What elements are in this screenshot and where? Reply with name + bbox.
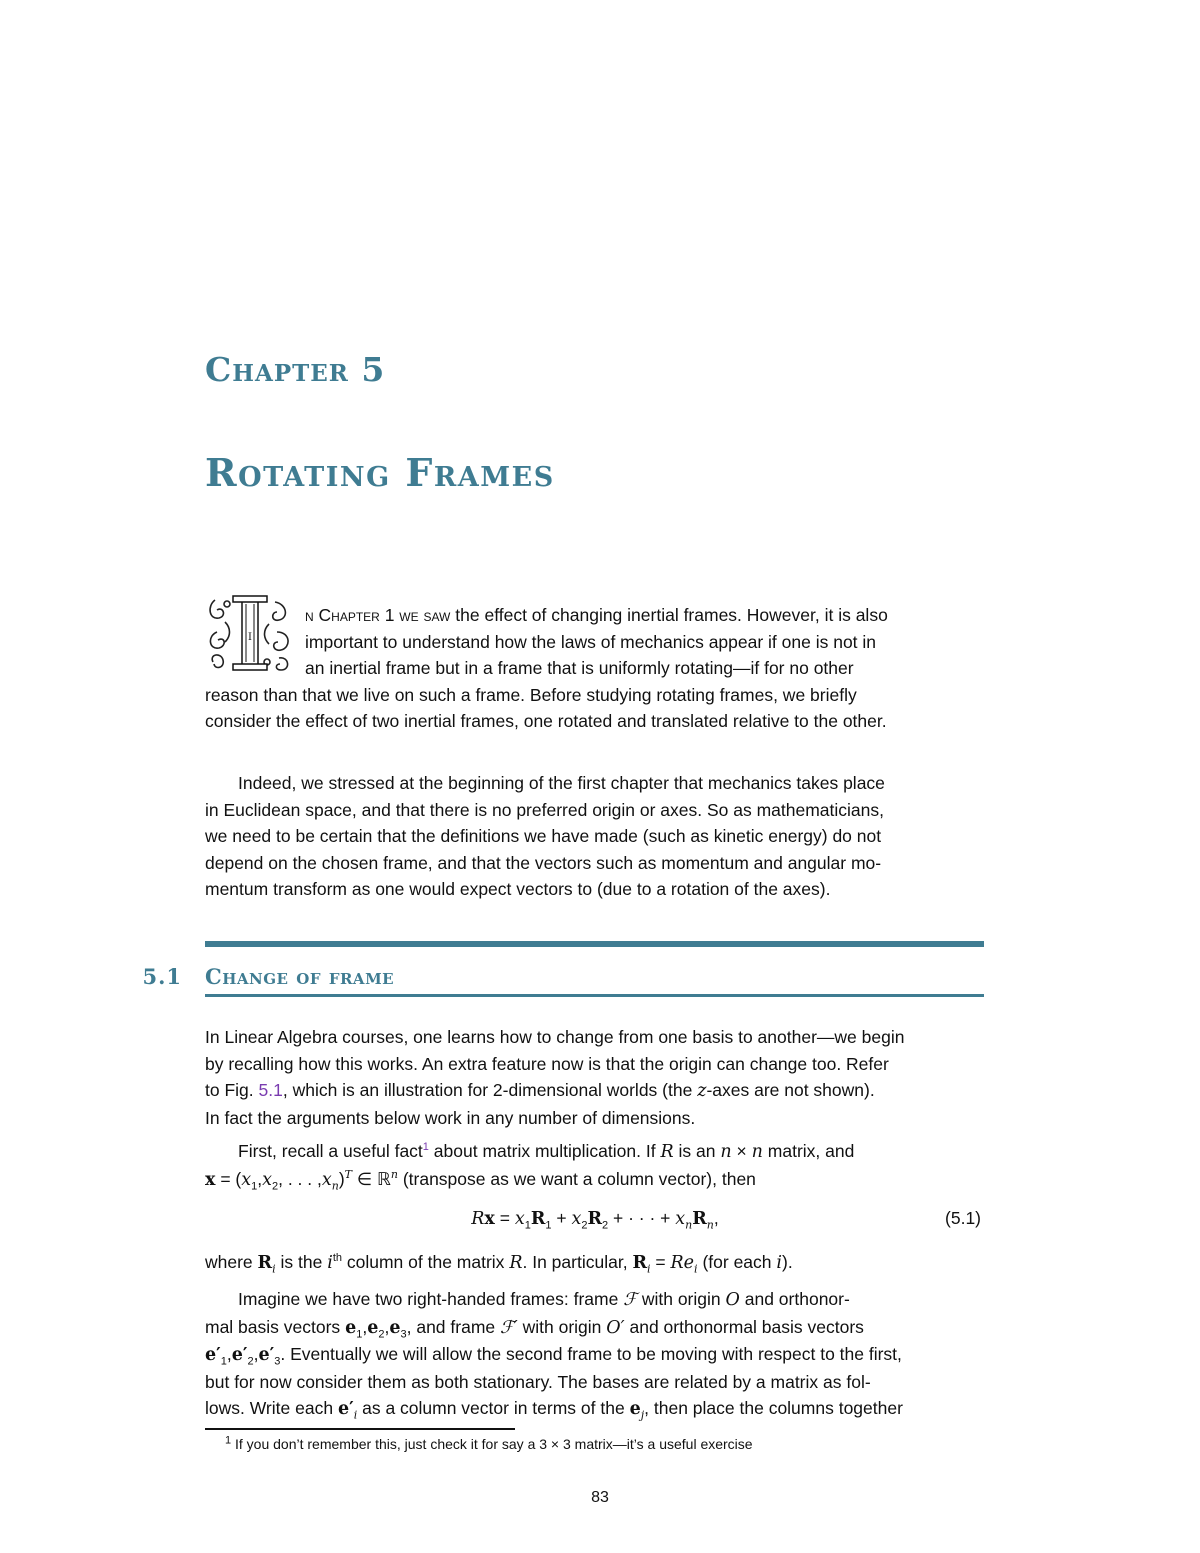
footnote [225,1436,753,1452]
page-number: 83 [591,1489,609,1506]
para5-line-1: where $R_i$ is the $i^{th}$ column of the matrix R. In particular, $R_i = Re_i$ (for each i). [205,1252,793,1276]
footnote-number: 1 [225,1434,232,1447]
para6-line-5: lows. Write each $e'_i$ as a column vector in terms of the $e_j$, then place the columns together [205,1398,903,1422]
paragraph-linear-algebra [205,1024,983,1131]
footnote-marker[interactable]: 1 [422,1141,429,1154]
para2-line-4: depend on the chosen frame, and that the vectors such as momentum and angular mo- [205,852,882,873]
section-number: 5.1 [142,964,182,989]
intro-line-1: the effect of changing inertial frames. However, it is also [455,605,888,625]
equation-number: (5.1) [945,1208,981,1228]
intro-line-3: an inertial frame but in a frame that is uniformly rotating—if for no other [305,658,854,679]
equation-body: $Rx = x_1R_1 + x_2R_2$ + · · · + $x_nR_n$, [471,1208,719,1232]
para3-line-1: In Linear Algebra courses, one learns how to change from one basis to another—we begin [205,1027,905,1047]
figure-reference-link[interactable]: 5.1 [258,1080,283,1101]
para6-line-1: Imagine we have two right-handed frames: frame ℱ with origin O and orthonor- [238,1289,850,1310]
intro-lead-in: n Chapter 1 we saw [305,605,451,625]
para4-line-2: $x = (x_1,x_2$, . . . $,x_n)^T$ ∈ ℝ$^n$ (transpose as we want a column vector), then [205,1167,756,1193]
para2-line-1: Indeed, we stressed at the beginning of the first chapter that mechanics takes place [238,773,885,793]
para2-line-5: mentum transform as one would expect vectors to (due to a rotation of the axes). [205,879,831,900]
footnote-rule [205,1428,515,1430]
paragraph-column-def [205,1249,983,1277]
para3-line-4: In fact the arguments below work in any number of dimensions. [205,1107,696,1128]
para6-line-3: $e'_1,e'_2,e'_3$. Eventually we will allow the second frame to be moving with respect to the first, [205,1344,902,1368]
para2-line-3: we need to be certain that the definitions we have made (such as kinetic energy) do not [205,826,882,847]
paragraph-two-frames [205,1286,983,1423]
para4-line-1: First, recall a useful fact$^1$ about matrix multiplication. If R is an n × n matrix, and [238,1141,855,1162]
section-rule-bottom [205,994,984,997]
chapter-title: Rotating Frames [205,450,555,495]
section-rule-top [205,941,984,947]
para6-line-2: mal basis vectors $e_1,e_2,e_3$, and frame ℱ′ with origin O′ and orthonormal basis vectors [205,1316,864,1341]
paragraph-euclidean [205,770,983,903]
paragraph-matrix-fact [205,1138,983,1193]
chapter-label: Chapter 5 [205,350,386,389]
intro-line-4: reason than that we live on such a frame. Before studying rotating frames, we briefly [205,684,857,705]
para2-line-2: in Euclidean space, and that there is no preferred origin or axes. So as mathematicians, [205,799,884,820]
intro-line-2: important to understand how the laws of mechanics appear if one is not in [305,631,877,652]
svg-text:I: I [248,632,252,643]
footnote-text: If you don’t remember this, just check it for say a 3 × 3 matrix—it’s a useful exercise [235,1436,753,1452]
intro-line-5: consider the effect of two inertial frames, one rotated and translated relative to the other. [205,711,887,732]
para3-line-3: to Fig. 5.1, which is an illustration for 2-dimensional worlds (the z-axes are not shown). [205,1080,875,1102]
intro-paragraph [205,602,983,735]
section-title: Change of frame [205,964,395,989]
para3-line-2: by recalling how this works. An extra feature now is that the origin can change too. Refer [205,1053,889,1074]
equation-5-1 [205,1208,983,1236]
para6-line-4: but for now consider them as both stationary. The bases are related by a matrix as fol- [205,1371,871,1392]
